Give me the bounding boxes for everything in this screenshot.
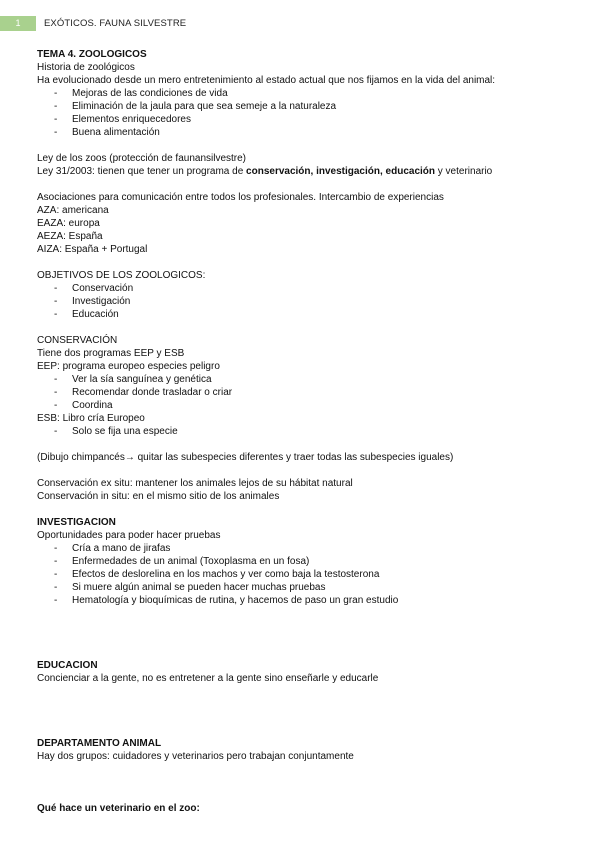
conservation-title: CONSERVACIÓN bbox=[37, 335, 118, 346]
law-line: Ley de los zoos (protección de faunansilvestre) bbox=[37, 153, 247, 164]
list-item: - Solo se fija una especie bbox=[54, 426, 178, 437]
list-item: - Educación bbox=[54, 309, 119, 320]
list-item: - Ver la sía sanguínea y genética bbox=[54, 374, 212, 385]
conservation-programs: Tiene dos programas EEP y ESB bbox=[37, 348, 185, 359]
research-title: INVESTIGACION bbox=[37, 517, 116, 528]
education-title: EDUCACION bbox=[37, 660, 98, 671]
header-title: EXÓTICOS. FAUNA SILVESTRE bbox=[44, 18, 187, 29]
document-body bbox=[37, 48, 577, 815]
law-line-2: Ley 31/2003: tienen que tener un programa de conservación, investigación, educación y veterinario bbox=[37, 166, 493, 177]
eep-line: EEP: programa europeo especies peligro bbox=[37, 361, 220, 372]
eep-list bbox=[37, 373, 577, 412]
association-aeza: AEZA: España bbox=[37, 231, 103, 242]
list-item: - Si muere algún animal se pueden hacer muchas pruebas bbox=[54, 582, 326, 593]
research-intro: Oportunidades para poder hacer pruebas bbox=[37, 530, 221, 541]
page-number: 1 bbox=[0, 16, 36, 31]
list-item: - Investigación bbox=[54, 296, 131, 307]
list-item: - Cría a mano de jirafas bbox=[54, 543, 171, 554]
esb-line: ESB: Libro cría Europeo bbox=[37, 413, 145, 424]
objectives-title: OBJETIVOS DE LOS ZOOLOGICOS: bbox=[37, 270, 206, 281]
vet-question: Qué hace un veterinario en el zoo: bbox=[37, 803, 200, 814]
page-header bbox=[0, 16, 599, 31]
history-list bbox=[37, 87, 577, 139]
intro-text: Ha evolucionado desde un mero entretenimiento al estado actual que nos fijamos en la vida del animal: bbox=[37, 75, 496, 86]
list-item: - Hematología y bioquímicas de rutina, y hacemos de paso un gran estudio bbox=[54, 595, 399, 606]
association-aza: AZA: americana bbox=[37, 205, 109, 216]
associations-intro: Asociaciones para comunicación entre todos los profesionales. Intercambio de experiencias bbox=[37, 192, 444, 203]
department-text: Hay dos grupos: cuidadores y veterinarios pero trabajan conjuntamente bbox=[37, 751, 354, 762]
list-item: - Mejoras de las condiciones de vida bbox=[54, 88, 228, 99]
association-eaza: EAZA: europa bbox=[37, 218, 100, 229]
department-title: DEPARTAMENTO ANIMAL bbox=[37, 738, 162, 749]
in-situ-line: Conservación in situ: en el mismo sitio de los animales bbox=[37, 491, 280, 502]
drawing-note: (Dibujo chimpancés→ quitar las subespecies diferentes y traer todas las subespecies iguales) bbox=[37, 452, 454, 463]
list-item: - Eliminación de la jaula para que sea semeje a la naturaleza bbox=[54, 101, 337, 112]
list-item: - Elementos enriquecedores bbox=[54, 114, 191, 125]
association-aiza: AIZA: España + Portugal bbox=[37, 244, 148, 255]
list-item: - Conservación bbox=[54, 283, 134, 294]
list-item: - Efectos de deslorelina en los machos y ver como baja la testosterona bbox=[54, 569, 380, 580]
list-item: - Enfermedades de un animal (Toxoplasma en un fosa) bbox=[54, 556, 310, 567]
list-item: - Buena alimentación bbox=[54, 127, 160, 138]
section-subtitle: Historia de zoológicos bbox=[37, 62, 135, 73]
research-list bbox=[37, 542, 577, 607]
section-title: TEMA 4. ZOOLOGICOS bbox=[37, 49, 147, 60]
ex-situ-line: Conservación ex situ: mantener los animales lejos de su hábitat natural bbox=[37, 478, 353, 489]
list-item: - Coordina bbox=[54, 400, 113, 411]
objectives-list bbox=[37, 282, 577, 321]
education-text: Concienciar a la gente, no es entretener a la gente sino enseñarle y educarle bbox=[37, 673, 379, 684]
esb-list bbox=[37, 425, 577, 438]
list-item: - Recomendar donde trasladar o criar bbox=[54, 387, 233, 398]
